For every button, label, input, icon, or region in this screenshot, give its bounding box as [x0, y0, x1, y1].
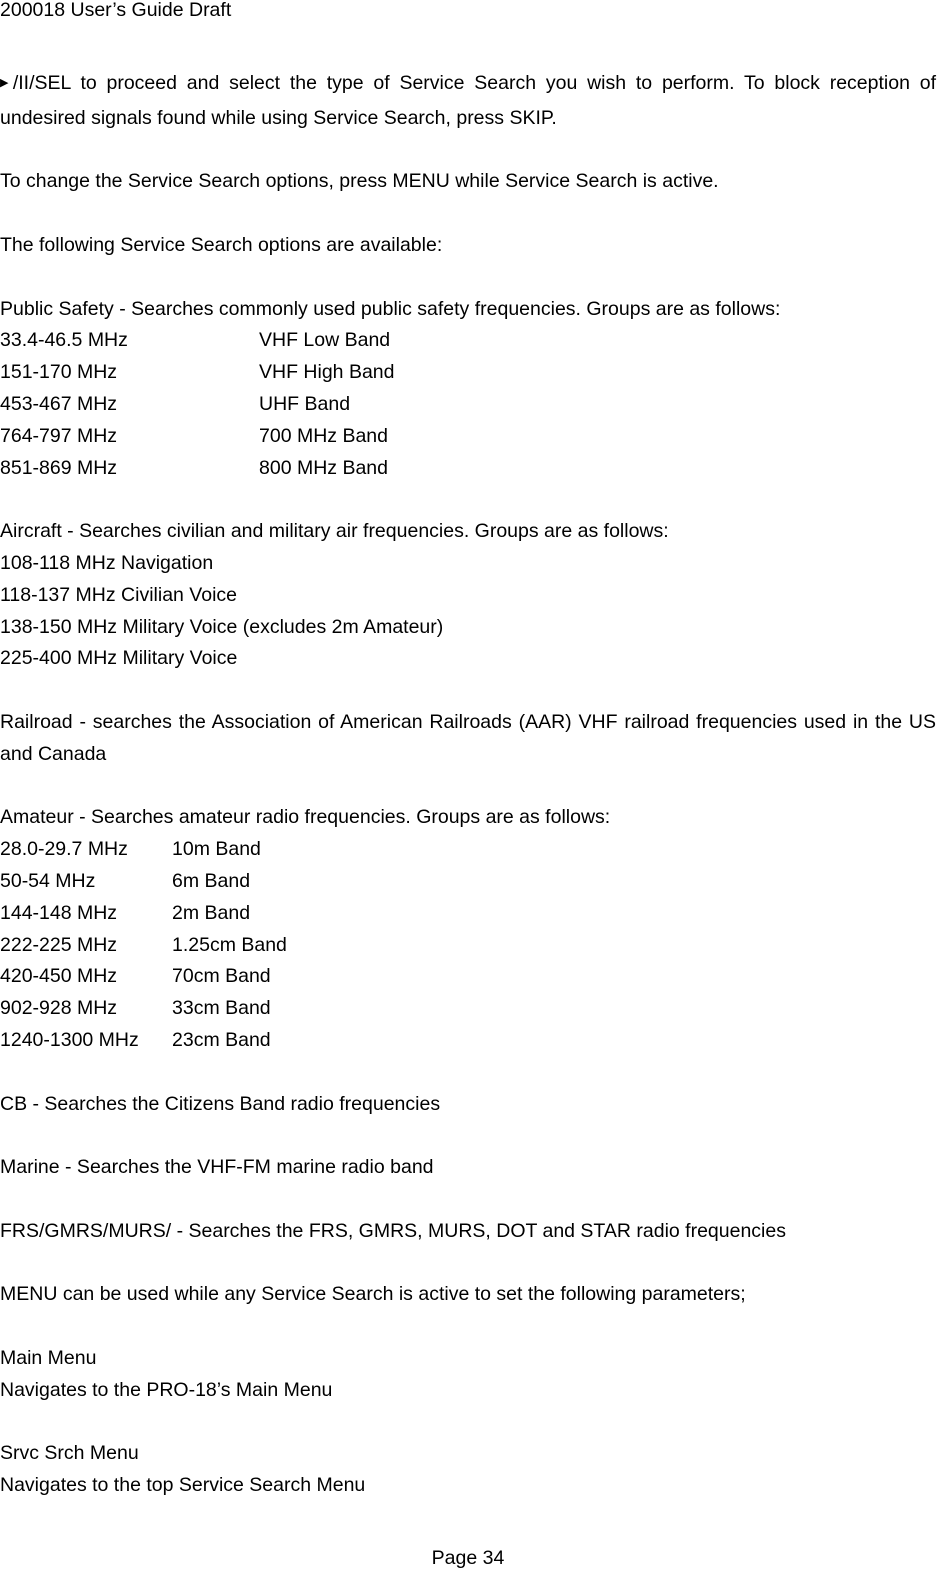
aircraft-list	[0, 548, 936, 675]
public-safety-heading: Public Safety - Searches commonly used public safety frequencies. Groups are as follows:	[0, 297, 781, 320]
freq-cell: 151-170 MHz	[0, 361, 118, 384]
list-item: 225-400 MHz Military Voice	[0, 647, 238, 670]
freq-cell: 1240-1300 MHz	[0, 1028, 139, 1051]
band-cell: 6m Band	[172, 869, 251, 892]
table-row	[0, 357, 936, 389]
freq-cell: 902-928 MHz	[0, 997, 118, 1020]
change-options-paragraph: To change the Service Search options, press MENU while Service Search is active.	[0, 170, 719, 193]
table-row	[0, 930, 936, 962]
table-row	[0, 993, 936, 1025]
intro-text: /II/SEL to proceed and select the type of Service Search you wish to perform. To block reception of undesired signals found while using Service Search, press SKIP.	[0, 72, 936, 129]
band-cell: 800 MHz Band	[259, 456, 388, 479]
band-cell: VHF Low Band	[259, 329, 391, 352]
table-row	[0, 961, 936, 993]
table-row	[0, 421, 936, 453]
table-row	[0, 389, 936, 421]
freq-cell: 420-450 MHz	[0, 965, 118, 988]
freq-cell: 453-467 MHz	[0, 392, 118, 415]
freq-cell: 764-797 MHz	[0, 424, 118, 447]
freq-cell: 33.4-46.5 MHz	[0, 329, 128, 352]
band-cell: 2m Band	[172, 901, 251, 924]
intro-paragraph	[0, 68, 936, 135]
page-header: 200018 User’s Guide Draft	[0, 0, 232, 21]
marine-paragraph: Marine - Searches the VHF-FM marine radio band	[0, 1156, 434, 1179]
table-row	[0, 453, 936, 485]
freq-cell: 144-148 MHz	[0, 901, 118, 924]
main-menu-title: Main Menu	[0, 1346, 97, 1369]
freq-cell: 222-225 MHz	[0, 933, 118, 956]
page-body	[0, 68, 936, 1502]
page-number: Page 34	[431, 1547, 505, 1569]
table-row	[0, 325, 936, 357]
table-row	[0, 866, 936, 898]
aircraft-heading: Aircraft - Searches civilian and military air frequencies. Groups are as follows:	[0, 520, 669, 543]
frs-paragraph: FRS/GMRS/MURS/ - Searches the FRS, GMRS, MURS, DOT and STAR radio frequencies	[0, 1219, 786, 1242]
band-cell: UHF Band	[259, 392, 351, 415]
menu-params-paragraph: MENU can be used while any Service Search is active to set the following parameters;	[0, 1283, 746, 1306]
srvc-menu-desc: Navigates to the top Service Search Menu	[0, 1474, 366, 1497]
band-cell: 700 MHz Band	[259, 424, 388, 447]
band-cell: VHF High Band	[259, 361, 395, 384]
main-menu-desc: Navigates to the PRO-18’s Main Menu	[0, 1378, 333, 1401]
band-cell: 33cm Band	[172, 997, 271, 1020]
options-intro-paragraph: The following Service Search options are available:	[0, 233, 443, 256]
band-cell: 10m Band	[172, 838, 261, 861]
table-row	[0, 898, 936, 930]
list-item: 108-118 MHz Navigation	[0, 551, 214, 574]
amateur-table	[0, 834, 936, 1057]
band-cell: 1.25cm Band	[172, 933, 287, 956]
freq-cell: 28.0-29.7 MHz	[0, 838, 128, 861]
table-row	[0, 834, 936, 866]
list-item: 138-150 MHz Military Voice (excludes 2m Amateur)	[0, 615, 444, 638]
freq-cell: 50-54 MHz	[0, 869, 96, 892]
band-cell: 70cm Band	[172, 965, 271, 988]
play-arrow-icon: ▶	[0, 77, 13, 89]
band-cell: 23cm Band	[172, 1028, 271, 1051]
srvc-menu-title: Srvc Srch Menu	[0, 1442, 139, 1465]
railroad-paragraph: Railroad - searches the Association of American Railroads (AAR) VHF railroad frequencies used in the US and Canada	[0, 710, 936, 765]
amateur-heading: Amateur - Searches amateur radio frequencies. Groups are as follows:	[0, 806, 611, 829]
freq-cell: 851-869 MHz	[0, 456, 118, 479]
public-safety-table	[0, 325, 936, 484]
cb-paragraph: CB - Searches the Citizens Band radio frequencies	[0, 1092, 441, 1115]
list-item: 118-137 MHz Civilian Voice	[0, 583, 237, 606]
table-row	[0, 1025, 936, 1057]
